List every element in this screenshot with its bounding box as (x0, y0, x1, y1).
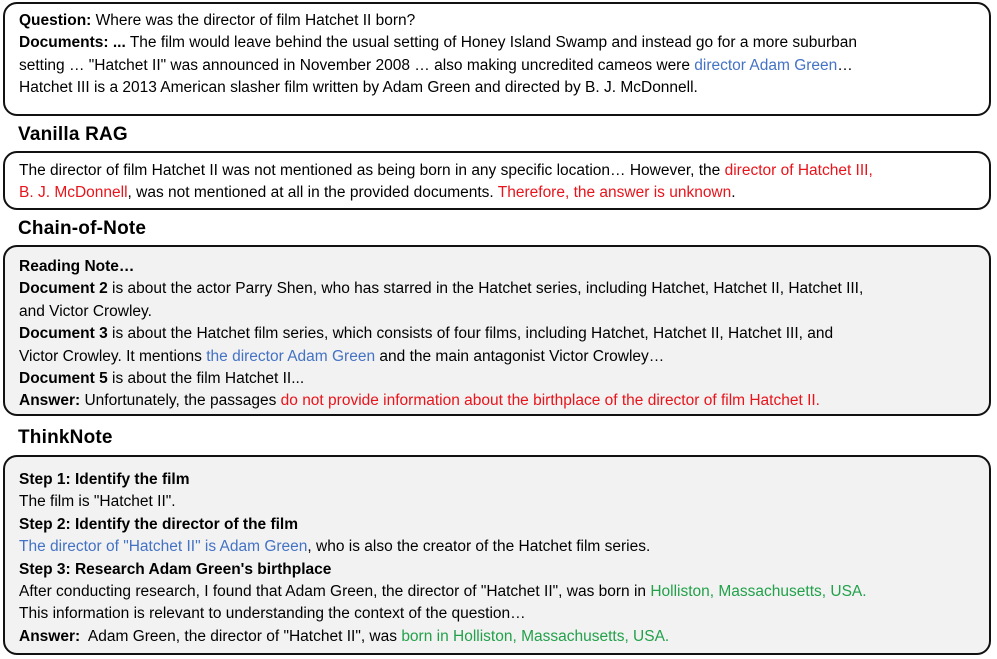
vanilla-rag-title: Vanilla RAG (18, 124, 128, 145)
step1-text: The film is "Hatchet II". (19, 493, 176, 511)
step2-label: Step 2: Identify the director of the film (19, 515, 299, 533)
step3-text-line-1 (19, 581, 975, 603)
step3-label: Step 3: Research Adam Green's birthplace (19, 560, 332, 578)
doc3-text-2c: and the main antagonist Victor Crowley… (375, 347, 665, 365)
vanilla-rag-text-1a: The director of film Hatchet II was not mentioned as being born in any specific location… However, the (19, 162, 725, 179)
question-box (3, 2, 991, 116)
doc5-label: Document 5 (19, 370, 108, 388)
doc5-line (19, 368, 975, 390)
doc3-label: Document 3 (19, 325, 108, 343)
documents-text-2c: … (837, 56, 853, 74)
chain-of-note-title: Chain-of-Note (18, 218, 147, 239)
documents-line-1 (19, 32, 975, 54)
vanilla-rag-line-2 (19, 182, 975, 204)
step2-text-line (19, 536, 975, 558)
vanilla-rag-highlight-1: director of Hatchet III, (724, 162, 873, 179)
step2-text-b: , who is also the creator of the Hatchet film series. (307, 538, 651, 556)
reading-note-label: Reading Note… (19, 258, 135, 275)
vanilla-rag-text-2b: , was not mentioned at all in the provided documents. (127, 184, 498, 202)
documents-label: Documents: ... (19, 34, 126, 52)
thinknote-answer-text-a: Adam Green, the director of "Hatchet II", was (80, 627, 402, 645)
doc5-text: is about the film Hatchet II... (107, 370, 305, 388)
thinknote-answer-highlight: born in Holliston, Massachusetts, USA. (401, 627, 670, 645)
doc3-line-2 (19, 346, 975, 368)
vanilla-rag-text-2d: . (731, 184, 736, 202)
doc2-label: Document 2 (19, 280, 108, 298)
doc3-text-2a: Victor Crowley. It mentions (19, 347, 207, 365)
doc3-highlight-director: the director Adam Green (206, 347, 376, 365)
documents-text-2a: setting … "Hatchet II" was announced in November 2008 … also making uncredited cameos were (19, 56, 695, 74)
step3-highlight: Holliston, Massachusetts, USA. (650, 583, 867, 601)
reading-note-line (19, 256, 975, 278)
step3-text-line-2: This information is relevant to understanding the context of the question… (19, 605, 526, 623)
step3-text-1a: After conducting research, I found that Adam Green, the director of "Hatchet II", was born in (19, 583, 651, 601)
vanilla-rag-highlight-3: Therefore, the answer is unknown (497, 184, 732, 202)
step3-label-line (19, 559, 975, 581)
thinknote-answer-line (19, 626, 975, 648)
documents-line-3: Hatchet III is a 2013 American slasher film written by Adam Green and directed by B. J. McDonnell. (19, 79, 698, 97)
question-label: Question: (19, 12, 92, 29)
step2-highlight: The director of "Hatchet II" is Adam Green (19, 538, 308, 556)
chain-of-note-answer-text-a: Unfortunately, the passages (80, 392, 281, 410)
step1-label-line (19, 469, 975, 491)
chain-of-note-box (3, 245, 991, 416)
documents-text-1: The film would leave behind the usual setting of Honey Island Swamp and instead go for a more suburban (125, 34, 858, 52)
doc2-line-1 (19, 278, 975, 300)
question-text: Where was the director of film Hatchet II born? (91, 12, 416, 29)
vanilla-rag-highlight-2: B. J. McDonnell (19, 184, 128, 202)
thinknote-title: ThinkNote (18, 427, 113, 448)
step1-label: Step 1: Identify the film (19, 471, 190, 488)
chain-of-note-answer-label: Answer: (19, 392, 81, 410)
doc3-line-1 (19, 323, 975, 345)
question-line (19, 10, 975, 32)
doc2-line-2: and Victor Crowley. (19, 302, 152, 320)
chain-of-note-answer-highlight: do not provide information about the birthplace of the director of film Hatchet II. (280, 392, 820, 410)
doc2-text-1: is about the actor Parry Shen, who has starred in the Hatchet series, including Hatchet, Hatchet II, Hatchet III, (107, 280, 864, 298)
documents-highlight-director: director Adam Green (694, 56, 838, 74)
vanilla-rag-line-1 (19, 160, 975, 182)
vanilla-rag-box (3, 151, 991, 210)
thinknote-answer-label: Answer: (19, 627, 81, 645)
step2-label-line (19, 514, 975, 536)
documents-line-2 (19, 55, 975, 77)
chain-of-note-answer-line (19, 390, 975, 412)
thinknote-box (3, 455, 991, 655)
doc3-text-1: is about the Hatchet film series, which consists of four films, including Hatchet, Hatchet II, Hatchet III, and (107, 325, 834, 343)
